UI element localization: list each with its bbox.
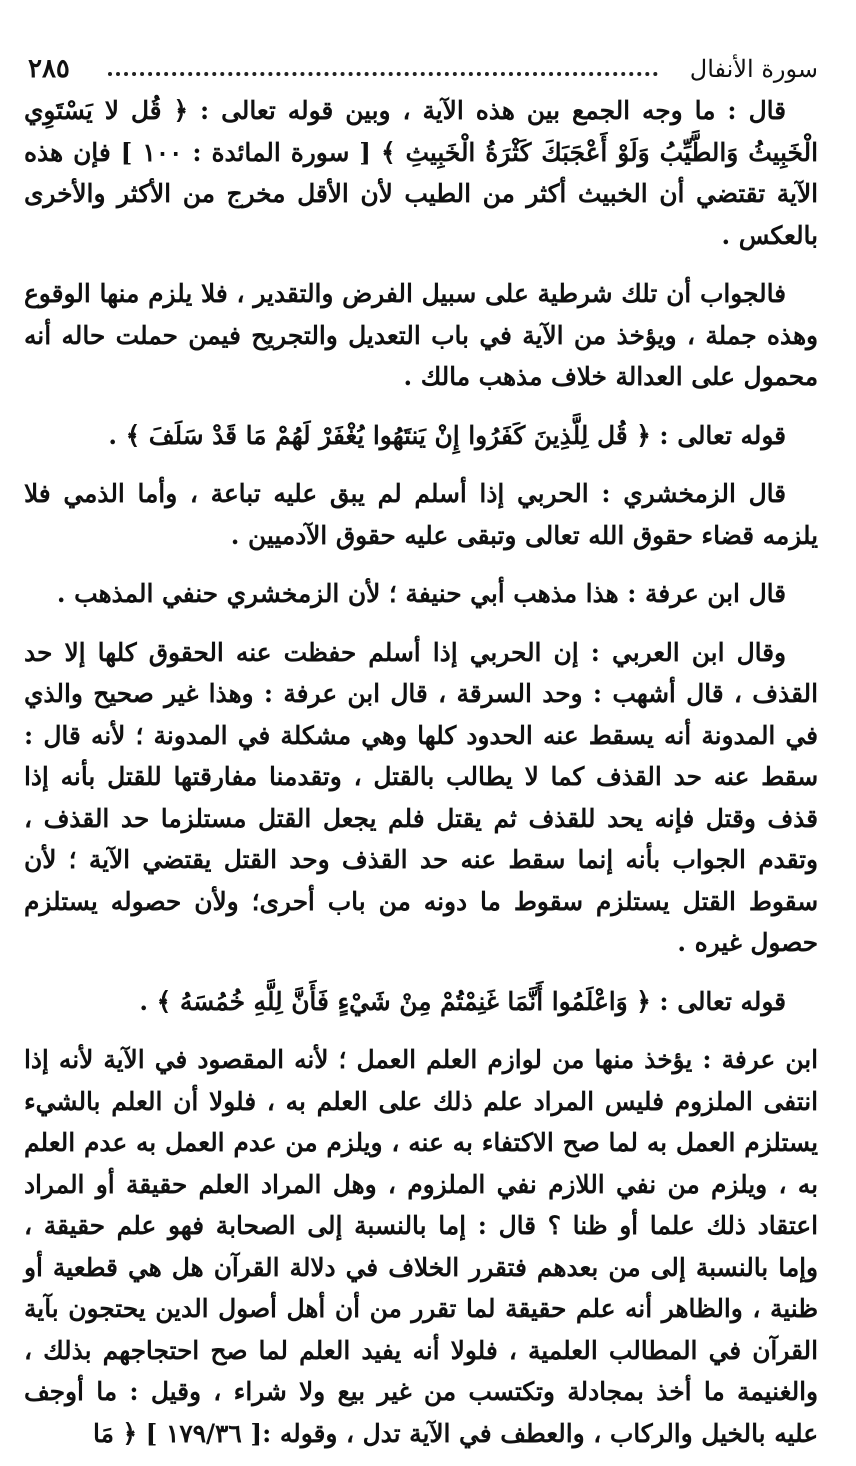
paragraph-question: قال : ما وجه الجمع بين هذه الآية ، وبين قوله تعالى : ﴿ قُل لا يَسْتَوِي الْخَبِيثُ وَالطَّيِّبُ وَلَوْ أَعْجَبَكَ كَثْرَةُ الْخَبِيثِ ﴾ [ سورة المائدة : ١٠٠ ] فإن هذه الآية تقتضي أن الخبيث أكثر من الطيب لأن الأقل مخرج من الأكثر والأخرى بالعكس . [24, 96, 818, 250]
paragraph-ibn-arafa: قال ابن عرفة : هذا مذهب أبي حنيفة ؛ لأن الزمخشري حنفي المذهب . [56, 579, 786, 608]
page-body [24, 90, 818, 1466]
paragraph-verse-heading: قوله تعالى : ﴿ وَاعْلَمُوا أَنَّمَا غَنِمْتُمْ مِنْ شَيْءٍ فَأَنَّ لِلَّهِ خُمُسَهُ ﴾ . [139, 986, 786, 1016]
paragraph-ibn-arabi: وقال ابن العربي : إن الحربي إذا أسلم حفظت عنه الحقوق كلها إلا حد القذف ، قال أشهب : وحد السرقة ، قال ابن عرفة : وهذا غير صحيح والذي في المدونة أنه يسقط عنه الحدود كلها وهي مشكلة في المدونة ؛ لأنه قال : سقط عنه حد القذف كما لا يطالب بالقتل ، وتقدمنا مفارقتها للقتل بأنه إذا قذف وقتل فإنه يحد للقذف ثم يقتل فلم يجعل القتل مستلزما حد القذف ، وتقدم الجواب بأنه إنما سقط عنه حد القذف وحد القتل يقتضي الآية ؛ لأن سقوط القتل يستلزم سقوط ما دونه من باب أحرى؛ ولأن حصوله يستلزم حصول غيره . [24, 637, 818, 957]
page-header [28, 52, 818, 86]
surah-title: سورة الأنفال [689, 55, 818, 83]
header-dotted-leader [108, 72, 658, 76]
paragraph-zamakhshari: قال الزمخشري : الحربي إذا أسلم لم يبق عليه تباعة ، وأما الذمي فلا يلزمه قضاء حقوق الله تعالى وتبقى عليه حقوق الآدميين . [24, 479, 818, 550]
page-number: ٢٨٥ [28, 54, 70, 84]
paragraph-answer: فالجواب أن تلك شرطية على سبيل الفرض والتقدير ، فلا يلزم منها الوقوع وهذه جملة ، ويؤخذ من الآية في باب التعديل والتجريح فيمن حملت حاله أنه محمول على العدالة خلاف مذهب مالك . [24, 279, 818, 391]
paragraph-commentary: ابن عرفة : يؤخذ منها من لوازم العلم العمل ؛ لأنه المقصود في الآية لأنه إذا انتفى الملزوم فليس المراد علم ذلك على العلم به ، فلولا أن العلم بالشيء يستلزم العمل به لما صح الاكتفاء به عنه ، ويلزم من عدم العمل به عدم العلم به ، ويلزم من نفي اللازم نفي الملزوم ، وهل المراد العلم حقيقة أو المراد اعتقاد ذلك علما أو ظنا ؟ قال : إما بالنسبة إلى الصحابة فهو علم حقيقة ، وإما بالنسبة إلى من بعدهم فتقرر الخلاف في دلالة القرآن هل هي قطعية أو ظنية ، والظاهر أنه علم حقيقة لما تقرر من أن أهل أصول الدين يحتجون بآية القرآن في المطالب العلمية ، فلولا أنه يفيد العلم لما صح احتجاجهم بذلك ، والغنيمة ما أخذ بمجادلة وتكتسب من غير بيع ولا شراء ، وقيل : ما أوجف عليه بالخيل والركاب ، والعطف في الآية تدل ، وقوله :[ ١٧٩/٣٦ ] ﴿ مَا [24, 1045, 818, 1448]
paragraph-verse-heading: قوله تعالى : ﴿ قُل لِلَّذِينَ كَفَرُوا إِنْ يَنتَهُوا يُغْفَرْ لَهُمْ مَا قَدْ سَلَفَ ﴾ . [108, 420, 786, 450]
